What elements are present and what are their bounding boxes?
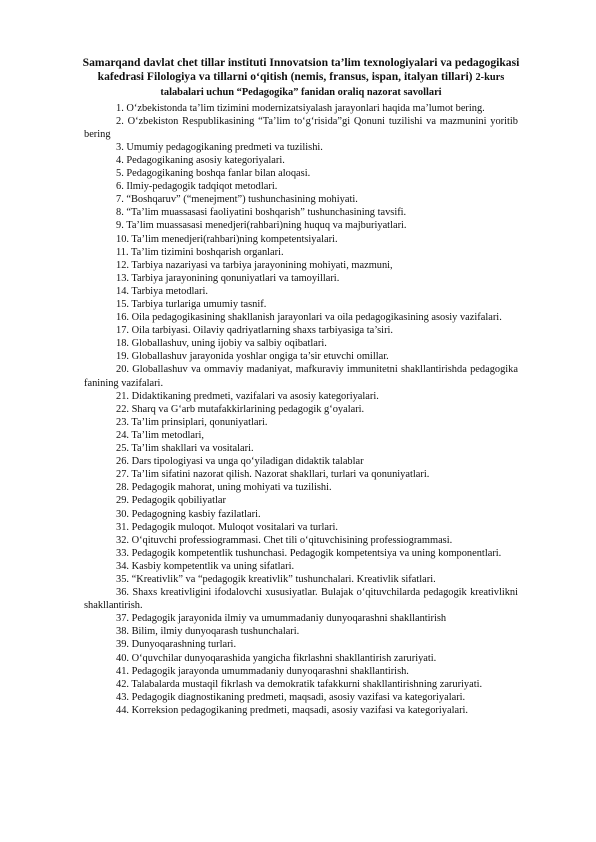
question-item: 6. Ilmiy-pedagogik tadqiqot metodlari. xyxy=(116,181,278,193)
questions-list xyxy=(84,102,518,717)
question-item: 40. O‘quvchilar dunyoqarashida yangicha fikrlashni shakllantirish zaruriyati. xyxy=(116,652,437,664)
question-item: 21. Didaktikaning predmeti, vazifalari va asosiy kategoriyalari. xyxy=(116,390,379,402)
question-item: 16. Oila pedagogikasining shakllanish jarayonlari va oila pedagogikasining asosiy vazifalari. xyxy=(116,312,502,324)
question-item: 1. O‘zbekistonda ta’lim tizimini modernizatsiyalash jarayonlari haqida ma’lumot bering. xyxy=(116,102,485,114)
question-item: 13. Tarbiya jarayonining qonuniyatlari va tamoyillari. xyxy=(116,272,340,284)
question-item: 32. O‘qituvchi professiogrammasi. Chet tili o‘qituvchisining professiogrammasi. xyxy=(116,534,453,546)
title-department: Innovatsion ta’lim texnologiyalari va pedagogikasi kafedrasi Filologiya va tillarni o‘qitish (nemis, fransus, ispan, italyan tillari) xyxy=(97,56,520,84)
question-item: 19. Globallashuv jarayonida yoshlar ongiga ta’sir etuvchi omillar. xyxy=(116,351,389,363)
question-item: 23. Ta’lim prinsiplari, qonuniyatlari. xyxy=(116,416,268,428)
question-item: 20. Globallashuv va ommaviy madaniyat, mafkuraviy immunitetni shakllantirishda pedagogika fanining vazifalari. xyxy=(84,364,518,389)
question-item: 5. Pedagogikaning boshqa fanlar bilan aloqasi. xyxy=(116,168,311,180)
question-item: 7. “Boshqaruv” (“menejment”) tushunchasining mohiyati. xyxy=(116,194,358,206)
question-item: 18. Globallashuv, uning ijobiy va salbiy oqibatlari. xyxy=(116,338,327,350)
question-item: 33. Pedagogik kompetentlik tushunchasi. Pedagogik kompetentsiya va uning komponentlari. xyxy=(116,547,502,559)
question-item: 35. “Kreativlik” va “pedagogik kreativlik” tushunchalari. Kreativlik sifatlari. xyxy=(116,573,436,585)
question-item: 27. Ta’lim sifatini nazorat qilish. Nazorat shakllari, turlari va qonuniyatlari. xyxy=(116,469,430,481)
question-item: 44. Korreksion pedagogikaning predmeti, maqsadi, asosiy vazifasi va kategoriyalari. xyxy=(116,704,469,716)
question-item: 37. Pedagogik jarayonida ilmiy va umummadaniy dunyoqarashni shakllantirish xyxy=(116,613,447,625)
question-item: 3. Umumiy pedagogikaning predmeti va tuzilishi. xyxy=(116,141,323,153)
question-item: 30. Pedagogning kasbiy fazilatlari. xyxy=(116,508,261,520)
question-item: 26. Dars tipologiyasi va unga qo‘yiladigan didaktik talablar xyxy=(116,456,364,468)
document-title xyxy=(78,56,524,101)
question-item: 31. Pedagogik muloqot. Muloqot vositalari va turlari. xyxy=(116,521,338,533)
question-item: 4. Pedagogikaning asosiy kategoriyalari. xyxy=(116,154,285,166)
question-item: 34. Kasbiy kompetentlik va uning sifatlari. xyxy=(116,560,295,572)
question-item: 22. Sharq va G‘arb mutafakkirlarining pedagogik g‘oyalari. xyxy=(116,403,365,415)
question-item: 14. Tarbiya metodlari. xyxy=(116,285,208,297)
question-item: 2. O‘zbekiston Respublikasining “Ta’lim to‘g‘risida”gi Qonuni tuzilishi va mazmunini yoritib bering xyxy=(84,115,518,140)
question-item: 29. Pedagogik qobiliyatlar xyxy=(116,495,226,507)
question-item: 28. Pedagogik mahorat, uning mohiyati va tuzilishi. xyxy=(116,482,332,494)
question-item: 9. Ta’lim muassasasi menedjeri(rahbari)ning huquq va majburiyatlari. xyxy=(116,220,407,232)
question-item: 38. Bilim, ilmiy dunyoqarash tushunchalari. xyxy=(116,626,300,638)
question-item: 11. Ta’lim tizimini boshqarish organlari. xyxy=(116,246,284,258)
question-item: 17. Oila tarbiyasi. Oilaviy qadriyatlarning shaxs tarbiyasiga ta’siri. xyxy=(116,325,394,337)
question-item: 8. “Ta’lim muassasasi faoliyatini boshqarish” tushunchasining tavsifi. xyxy=(116,207,407,219)
question-item: 36. Shaxs kreativligini ifodalovchi xususiyatlar. Bulajak o‘qituvchilarda pedagogik kreativlikni shakllantirish. xyxy=(84,587,518,612)
question-item: 10. Ta’lim menedjeri(rahbari)ning kompetentsiyalari. xyxy=(116,233,338,245)
question-item: 41. Pedagogik jarayonda umummadaniy dunyoqarashni shakllantirish. xyxy=(116,665,409,677)
question-item: 39. Dunyoqarashning turlari. xyxy=(116,639,237,651)
question-item: 43. Pedagogik diagnostikaning predmeti, maqsadi, asosiy vazifasi va kategoriyalari. xyxy=(116,691,466,703)
document-page xyxy=(84,56,518,717)
title-institute: Samarqand davlat chet tillar instituti xyxy=(82,56,270,69)
question-item: 24. Ta’lim metodlari, xyxy=(116,429,204,441)
question-item: 15. Tarbiya turlariga umumiy tasnif. xyxy=(116,299,267,311)
question-item: 25. Ta’lim shakllari va vositalari. xyxy=(116,443,254,455)
question-item: 42. Talabalarda mustaqil fikrlash va demokratik tafakkurni shakllantirishning zaruriyati. xyxy=(116,678,483,690)
title-subject: 2-kurs talabalari uchun “Pedagogika” fanidan oraliq nazorat savollari xyxy=(160,72,505,99)
question-item: 12. Tarbiya nazariyasi va tarbiya jarayonining mohiyati, mazmuni, xyxy=(116,259,393,271)
